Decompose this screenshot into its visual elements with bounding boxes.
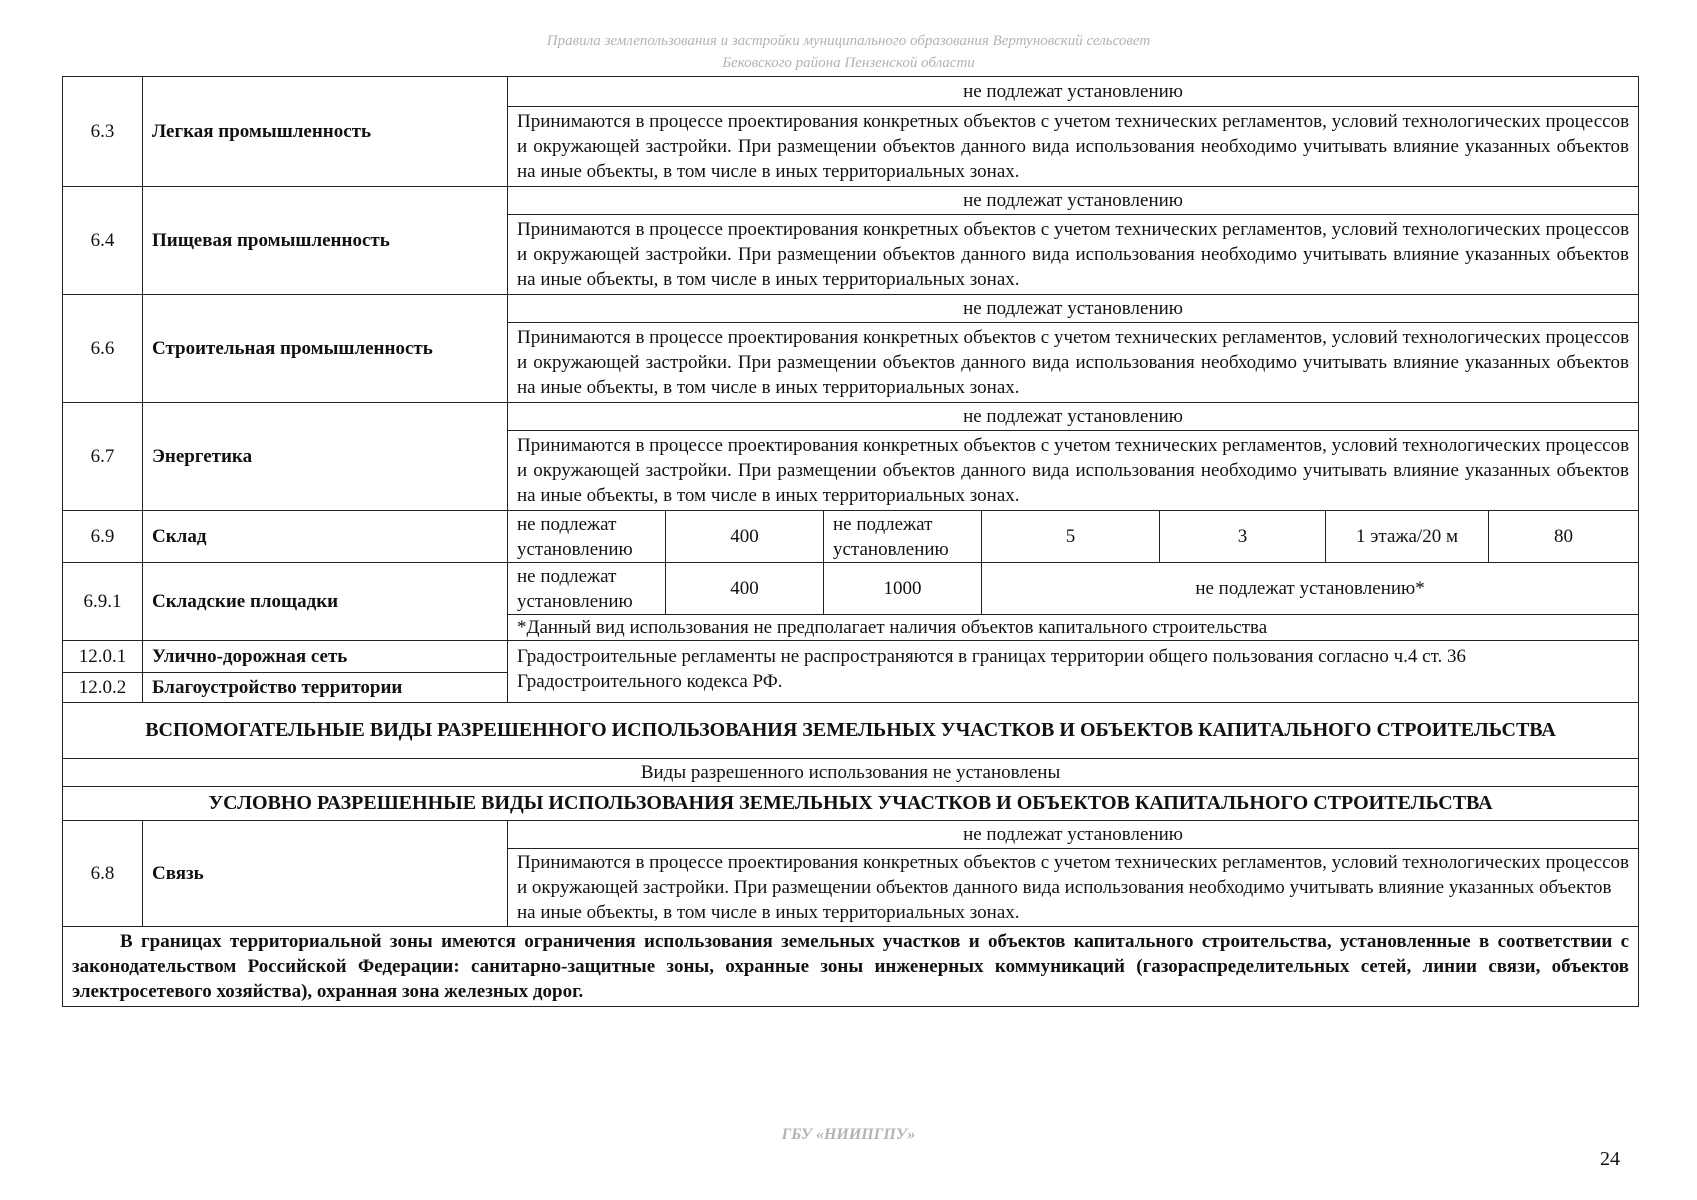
table-row [63,187,1639,215]
param-cell: 400 [666,511,824,563]
table-row [63,821,1639,849]
row-name: Улично-дорожная сеть [143,641,508,673]
row-code: 12.0.1 [63,641,143,673]
regulations-table [62,76,1639,1007]
table-row [63,759,1639,787]
row-code: 6.9.1 [63,563,143,641]
not-set-cell: не подлежат установлению [508,295,1639,323]
row-name: Склад [143,511,508,563]
aux-section-heading: ВСПОМОГАТЕЛЬНЫЕ ВИДЫ РАЗРЕШЕННОГО ИСПОЛЬЗОВАНИЯ ЗЕМЕЛЬНЫХ УЧАСТКОВ И ОБЪЕКТОВ КАПИТАЛЬНОГО СТРОИТЕЛЬСТВА [63,703,1639,759]
row-name: Энергетика [143,403,508,511]
param-cell: не подлежат установлению* [982,563,1639,615]
row-name: Складские площадки [143,563,508,641]
row-name: Пищевая промышленность [143,187,508,295]
param-cell: 1 этажа/20 м [1326,511,1489,563]
table-row-sklad [63,511,1639,563]
row-name: Связь [143,821,508,927]
row-code: 6.6 [63,295,143,403]
standard-note: Принимаются в процессе проектирования конкретных объектов с учетом технических регламентов, условий технологических процессов и окружающей застройки. При размещении объектов данного вида использования необходимо учитывать влияние указанных объектов на иные объекты, в том числе в иных территориальных зонах. [508,323,1639,403]
not-set-cell: не подлежат установлению [508,403,1639,431]
conditional-section-heading: УСЛОВНО РАЗРЕШЕННЫЕ ВИДЫ ИСПОЛЬЗОВАНИЯ ЗЕМЕЛЬНЫХ УЧАСТКОВ И ОБЪЕКТОВ КАПИТАЛЬНОГО СТРОИТЕЛЬСТВА [63,787,1639,821]
table-row [63,703,1639,759]
table-row [63,787,1639,821]
param-cell: не подлежат установлению [508,563,666,615]
table-row [63,77,1639,107]
row-code: 6.7 [63,403,143,511]
not-set-cell: не подлежат установлению [508,77,1639,107]
standard-note: Принимаются в процессе проектирования конкретных объектов с учетом технических регламентов, условий технологических процессов и окружающей застройки. При размещении объектов данного вида использования необходимо учитывать влияние указанных объектов на иные объекты, в том числе в иных территориальных зонах. [508,431,1639,511]
row-code: 12.0.2 [63,673,143,703]
param-cell: не подлежат установлению [508,511,666,563]
table-row [63,295,1639,323]
param-cell: 80 [1489,511,1639,563]
param-cell: 1000 [824,563,982,615]
table-row [63,403,1639,431]
document-header-line-1: Правила землепользования и застройки муниципального образования Вертуновский сельсовет [546,33,1151,49]
document-header-line-2: Бековского района Пензенской области [722,55,975,71]
road-note: Градостроительные регламенты не распространяются в границах территории общего пользования согласно ч.4 ст. 36 Градостроительного кодекса РФ. [508,641,1639,703]
param-cell: не подлежат установлению [824,511,982,563]
param-cell: 400 [666,563,824,615]
standard-note: Принимаются в процессе проектирования конкретных объектов с учетом технических регламентов, условий технологических процессов и окружающей застройки. При размещении объектов данного вида использования необходимо учитывать влияние указанных объектов на иные объекты, в том числе в иных территориальных зонах. [508,215,1639,295]
row-name: Благоустройство территории [143,673,508,703]
not-set-cell: не подлежат установлению [508,821,1639,849]
row-code: 6.8 [63,821,143,927]
param-cell: 5 [982,511,1160,563]
restrictions-note: В границах территориальной зоны имеются ограничения использования земельных участков и объектов капитального строительства, установленные в соответствии с законодательством Российской Федерации: санитарно-защитные зоны, охранные зоны инженерных коммуникаций (газораспределительных сетей, линии связи, объектов электросетевого хозяйства), охранная зона железных дорог. [63,927,1639,1007]
row-name: Строительная промышленность [143,295,508,403]
row-name: Легкая промышленность [143,77,508,187]
table-row [63,927,1639,1007]
page-number: 24 [1600,1148,1620,1170]
param-cell: 3 [1160,511,1326,563]
standard-note: Принимаются в процессе проектирования конкретных объектов с учетом технических регламентов, условий технологических процессов и окружающей застройки. При размещении объектов данного вида использования необходимо учитывать влияние указанных объектов на иные объекты, в том числе в иных территориальных зонах. [508,849,1639,927]
footnote: *Данный вид использования не предполагает наличия объектов капитального строительства [508,615,1639,641]
standard-note: Принимаются в процессе проектирования конкретных объектов с учетом технических регламентов, условий технологических процессов и окружающей застройки. При размещении объектов данного вида использования необходимо учитывать влияние указанных объектов на иные объекты, в том числе в иных территориальных зонах. [508,107,1639,187]
row-code: 6.4 [63,187,143,295]
row-code: 6.9 [63,511,143,563]
aux-section-text: Виды разрешенного использования не установлены [63,759,1639,787]
table-row-sklad-ploshchadki [63,563,1639,615]
row-code: 6.3 [63,77,143,187]
not-set-cell: не подлежат установлению [508,187,1639,215]
footer-org: ГБУ «НИИПГПУ» [781,1126,916,1143]
table-row [63,641,1639,673]
